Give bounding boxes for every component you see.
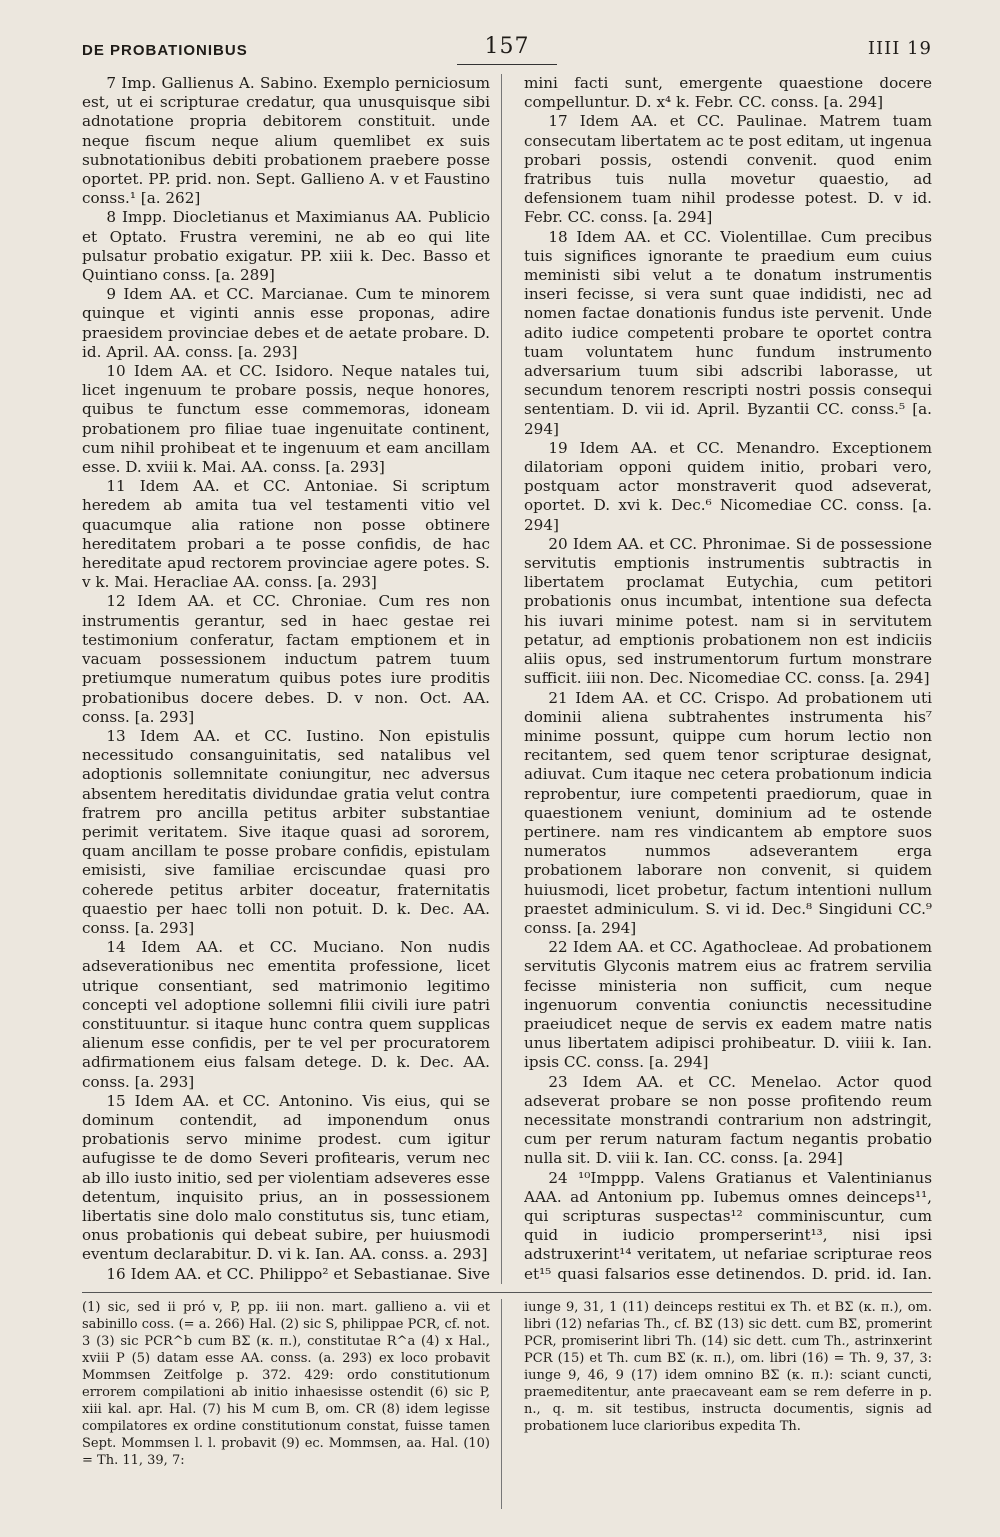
paragraph: 8 Impp. Diocletianus et Maximianus AA. Publicio et Optato. Frustra veremini, ne ab eo qui lite pulsatur probatio exigatur. PP. xiii k. Dec. Basso et Quintiano conss. [a. 289] <box>82 208 490 285</box>
paragraph: 13 Idem AA. et CC. Iustino. Non epistulis necessitudo consanguinitatis, sed natalibus vel adoptionis sollemnitate coniungitur, nec adversus absentem hereditatis dividundae gratia velut contra fratrem pro ancilla petitus arbiter substantiae perimit veritatem. Sive itaque quasi ad sororem, quam ancillam te posse probare confidis, epistulam emisisti, sive familiae erciscundae quasi pro coherede petitus arbiter doceatur, fraternitatis quaestio per haec tolli non potuit. D. k. Dec. AA. conss. [a. 293] <box>82 726 490 937</box>
paragraph: 10 Idem AA. et CC. Isidoro. Neque natales tui, licet ingenuum te probare possis, neque honores, quibus te functum esse commemoras, idoneam probationem pro filiae tuae ingenuitate continent, cum nihil prohibeat et te ingenuum et eam ancillam esse. D. xviii k. Mai. AA. conss. [a. 293] <box>82 362 490 477</box>
paragraph: 22 Idem AA. et CC. Agathocleae. Ad probationem servitutis Glyconis matrem eius ac fratrem servilia fecisse ministeria non sufficit, cum neque ingenuorum conventia coniunctis necessitudine praeiudicet neque de servis ex eadem matre natis unus libertatem adipisci prohibeatur. D. viiii k. Ian. ipsis CC. conss. [a. 294] <box>524 938 932 1072</box>
paragraph: 18 Idem AA. et CC. Violentillae. Cum precibus tuis significes ignorante te praedium eum cuius meministi sibi velut a te donatum instrumentis inseri fecisse, si vera sunt quae indidisti, nec ad nomen factae donationis fundus iste pervenit. Unde adito iudice competenti probare te oportet contra tuam voluntatem hunc fundum instrumento adversarium tuum sibi adscribi laborasse, ut secundum tenorem rescripti nostri possis consequi sententiam. D. vii id. April. Byzantii CC. conss.⁵ [a. 294] <box>524 227 932 438</box>
paragraph: 14 Idem AA. et CC. Muciano. Non nudis adseverationibus nec ementita professione, licet utrique consentiant, sed matrimonio legitimo concepti vel adoptione sollemni filii civili iure patri constituuntur. si itaque hunc contra quem supplicas alienum esse confidis, per te vel per procuratorem adfirmationem eius falsam detege. D. k. Dec. AA. conss. [a. 293] <box>82 938 490 1091</box>
paragraph: 19 Idem AA. et CC. Menandro. Exceptionem dilatoriam opponi quidem initio, probari vero, postquam actor monstraverit quod adseverat, oportet. D. xvi k. Dec.⁶ Nicomediae CC. conss. [a. 294] <box>524 438 932 534</box>
paragraph: 24 ¹⁰Imppp. Valens Gratianus et Valentinianus AAA. ad Antonium pp. Iubemus omnes deinceps¹¹, qui scripturas suspectas¹² comminiscuntur, cum quid in iudicio promperserint¹³, nisi ipsi adstruxerint¹⁴ veritatem, ut nefariae scripturae reos et¹⁵ quasi falsarios esse detinendos. D. prid. id. Ian. <box>524 1168 932 1283</box>
footnotes-right: iunge 9, 31, 1 (11) deinceps restitui ex Th. et BΣ (κ. π.), om. libri (12) nefarias Th., cf. BΣ (13) sic dett. cum BΣ, promerint PCR, promiserint libri Th. (14) sic dett. cum Th., astrinxerint PCR (15) et Th. cum BΣ (κ. π.), om. libri (16) = Th. 9, 37, 3: iunge 9, 46, 9 (17) idem omnino BΣ (κ. π.): sciant cuncti, praemeditentur, ante praecaveant eam se rem deferre in p. n., q. m. sit testibus, instructa documentis, signis ad probationem luce clarioribus expedita Th. <box>524 1300 932 1434</box>
paragraph: 21 Idem AA. et CC. Crispo. Ad probationem uti dominii aliena subtrahentes instrumenta his⁷ minime possunt, quippe cum horum lectio non recitantem, sed quem tenor scripturae designat, adiuvat. Cum itaque nec cetera probationum indicia reprobentur, iure competenti praediorum, quae in quaestionem veniunt, dominium ad te ostende pertinere. nam res vindicantem ab emptore suos numeratos nummos adseverantem erga probationem laborare non convenit, si quidem huiusmodi, licet probetur, factum intentioni nullum praestet adminiculum. S. vi id. Dec.⁸ Singiduni CC.⁹ conss. [a. 294] <box>524 688 932 937</box>
paragraph: 11 Idem AA. et CC. Antoniae. Si scriptum heredem ab amita tua vel testamenti vitio vel quacumque alia ratione non posse obtinere hereditatem probari a te posse confidis, de hac hereditate apud rectorem provinciae agere potes. S. v k. Mai. Heracliae AA. conss. [a. 293] <box>82 477 490 592</box>
footnotes <box>82 1299 932 1509</box>
header-rule <box>457 64 557 65</box>
paragraph: 12 Idem AA. et CC. Chroniae. Cum res non instrumentis gerantur, sed in haec gestae rei testimonium conferatur, factam emptionem et in vacuam possessionem inductum patrem tuum pretiumque numeratum quibus potes iure proditis probationibus docere debes. D. v non. Oct. AA. conss. [a. 293] <box>82 592 490 726</box>
footnote-rule <box>82 1292 932 1293</box>
section-number: IIII 19 <box>867 38 932 59</box>
paragraph: 9 Idem AA. et CC. Marcianae. Cum te minorem quinque et viginti annis esse proponas, adire praesidem provinciae debes et de aetate probare. D. id. April. AA. conss. [a. 293] <box>82 285 490 361</box>
left-column <box>82 74 502 1284</box>
paragraph: 17 Idem AA. et CC. Paulinae. Matrem tuam consecutam libertatem ac te post editam, ut ingenua probari possis, ostendi convenit. quod enim fratribus tuis nulla movetur quaestio, ad defensionem tuam nihil prodesse potest. D. v id. Febr. CC. conss. [a. 294] <box>524 112 932 227</box>
right-column <box>524 74 932 1284</box>
paragraph: 20 Idem AA. et CC. Phronimae. Si de possessione servitutis emptionis instrumentis subtractis in libertatem proclamat Eutychia, cum petitori probationis onus incumbat, intentione sua defecta his iuvari minime potest. nam si in servitutem petatur, ad emptionis probationem non est indiciis aliis opus, sed instrumentorum furtum monstrare sufficit. iiii non. Dec. Nicomediae CC. conss. [a. 294] <box>524 534 932 688</box>
paragraph: 7 Imp. Gallienus A. Sabino. Exemplo perniciosum est, ut ei scripturae credatur, qua unusquisque sibi adnotatione propria debitorem constituit. unde neque fiscum neque alium quemlibet ex suis subnotationibus debiti probationem praebere posse oportet. PP. prid. non. Sept. Gallieno A. v et Faustino conss.¹ [a. 262] <box>82 74 490 208</box>
body-columns <box>82 74 932 1284</box>
paragraph: 23 Idem AA. et CC. Menelao. Actor quod adseverat probare se non posse profitendo reum necessitate monstrandi contrarium non adstringit, cum per rerum naturam factum negantis probatio nulla sit. D. viii k. Ian. CC. conss. [a. 294] <box>524 1072 932 1168</box>
page-number: 157 <box>484 34 530 59</box>
paragraph: 16 Idem AA. et CC. Philippo² et Sebastianae. Sive <box>106 1264 490 1283</box>
footnotes-left: (1) sic, sed ii pró v, P, pp. iii non. mart. gallieno a. vii et sabinillo coss. (= a. 266) Hal. (2) sic S, philippae PCR, cf. not. 3 (3) sic PCR^b cum BΣ (κ. π.), constitutae R^a (4) x Hal., xviii P (5) datam esse AA. conss. (a. 293) ex loco probavit Mommsen Zeitfolge p. 372. 429: ordo constitutionum errorem compilationi ab initio inhaesisse ostendit (6) sic P, xiii kal. apr. Hal. (7) his M cum B, om. CR (8) idem legisse compilatores ex ordine constitutionum constat, fuisse tamen Sept. Mommsen l. l. probavit (9) ec. Mommsen, aa. Hal. (10) = Th. 11, 39, 7: <box>82 1299 502 1509</box>
page-header <box>82 34 932 74</box>
running-title: DE PROBATIONIBUS <box>82 42 248 59</box>
paragraph: 15 Idem AA. et CC. Antonino. Vis eius, qui se dominum contendit, ad imponendum onus probationis servo minime prodest. cum igitur aufugisse te de domo Severi profitearis, verum nec ab illo iusto initio, sed per violentiam adseveres esse detentum, inquisito prius, an in possessionem libertatis sine dolo malo constitutus sis, tunc etiam, onus probationis qui debeat subire, per huiusmodi eventum declarabitur. D. vi k. Ian. AA. conss. a. 293] <box>82 1091 490 1264</box>
paragraph: mini facti sunt, emergente quaestione docere compelluntur. D. x⁴ k. Febr. CC. conss. [a. 294] <box>524 74 932 112</box>
